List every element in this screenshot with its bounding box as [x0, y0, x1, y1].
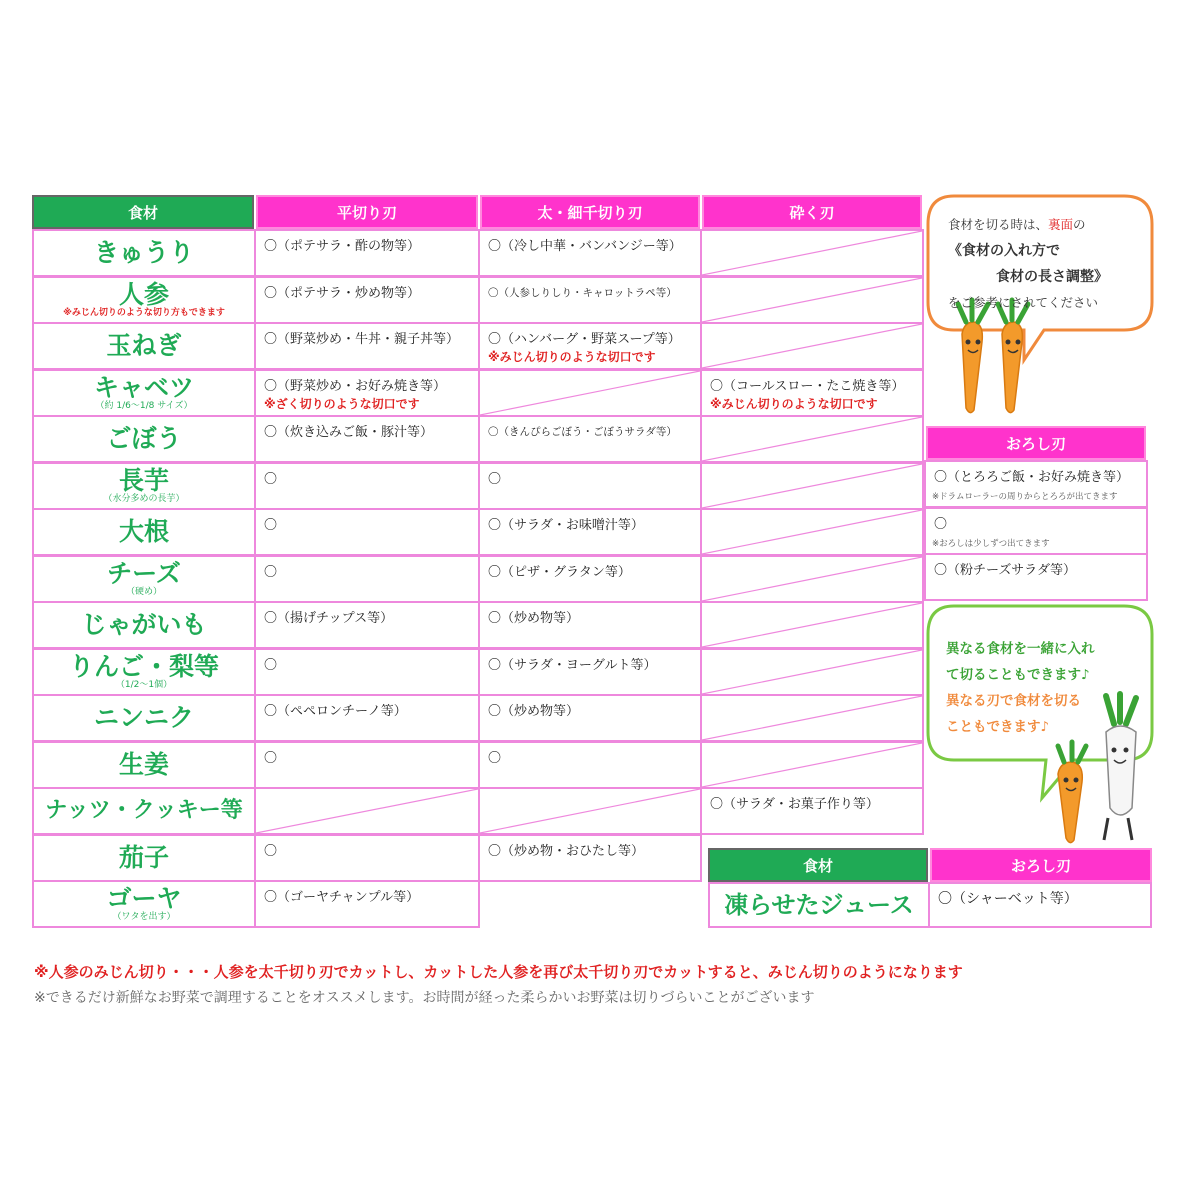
- usage-text: 〇（ハンバーグ・野菜スープ等）: [488, 332, 681, 347]
- cell-shred: [478, 694, 702, 742]
- food-name: キャベツ: [93, 372, 194, 402]
- empty-cell-slash: [702, 464, 922, 508]
- grate-cell: [924, 460, 1148, 508]
- cell-food: [32, 276, 256, 324]
- cell-flat: [254, 787, 480, 835]
- empty-cell-slash: [256, 789, 478, 833]
- empty-cell-slash: [702, 510, 922, 554]
- bubble1-text: 食材を切る時は、裏面の 《食材の入れ方で 食材の長さ調整》 をご参考にされてください: [948, 217, 1108, 310]
- food-name: 生姜: [118, 750, 169, 779]
- food-name: 人参: [118, 279, 169, 309]
- empty-cell-slash: [702, 417, 922, 461]
- usage-text: 〇（冷し中華・バンバンジー等）: [488, 239, 682, 254]
- usage-text: 〇: [488, 472, 502, 487]
- cell-flat: [254, 880, 480, 928]
- usage-text: 〇（サラダ・お菓子作り等）: [710, 797, 879, 812]
- usage-text: 〇（炊き込みご飯・豚汁等）: [264, 425, 434, 440]
- usage-text: 〇（コールスロー・たこ焼き等）: [710, 379, 905, 394]
- usage-text: 〇（揚げチップス等）: [264, 611, 394, 626]
- cell-shred: [478, 229, 702, 277]
- cell-shred: [478, 462, 702, 510]
- cell-shred: [478, 415, 702, 463]
- usage-text: 〇（炒め物等）: [488, 611, 580, 626]
- cell-crush: [700, 694, 924, 742]
- food-note: （水分多めの長芋）: [103, 493, 185, 504]
- cell-food: [32, 648, 256, 696]
- cell-crush: [700, 787, 924, 835]
- cell-shred: [478, 276, 702, 324]
- grate-usage-text: 〇（粉チーズサラダ等）: [934, 563, 1076, 578]
- cell-crush: [700, 229, 924, 277]
- cell-shred: [478, 648, 702, 696]
- usage-text: 〇: [264, 658, 278, 673]
- usage-text: 〇: [264, 472, 278, 487]
- cut-note: ※ざく切りのような切口です: [264, 397, 420, 411]
- cell-crush: [700, 555, 924, 603]
- usage-text: 〇: [488, 751, 502, 766]
- header-flat-blade: 平切り刃: [256, 195, 478, 229]
- food-name: りんご・梨等: [68, 651, 219, 681]
- header-shred-blade: 太・細千切り刃: [480, 195, 700, 229]
- cell-food: [32, 880, 256, 928]
- usage-text: 〇（野菜炒め・お好み焼き等）: [264, 379, 447, 394]
- empty-cell-slash: [702, 557, 922, 601]
- usage-text: 〇: [264, 751, 278, 766]
- empty-cell-slash: [702, 650, 922, 694]
- empty-cell-slash: [480, 371, 700, 415]
- cell-flat: [254, 555, 480, 603]
- carrot-character-icon: [1058, 742, 1086, 843]
- cell-food: [32, 369, 256, 417]
- food-name: ごぼう: [106, 424, 182, 453]
- cell-food: [32, 322, 256, 370]
- footnote-carrot-mince: ※人参のみじん切り・・・人参を太千切り刃でカットし、カットした人参を再び太千切り刃でカットすると、みじん切りのようになります: [34, 963, 963, 981]
- usage-text: 〇（ポテサラ・酢の物等）: [264, 239, 421, 254]
- empty-cell-slash: [702, 603, 922, 647]
- cell-crush: [700, 369, 924, 417]
- cell-shred: [478, 555, 702, 603]
- food-note: （ワタを出す）: [112, 911, 176, 922]
- cell-flat: [254, 741, 480, 789]
- cell-food: [32, 508, 256, 556]
- cell-flat: [254, 462, 480, 510]
- grate-note: ※ドラムローラーの周りからとろろが出てきます: [932, 492, 1118, 502]
- usage-text: 〇（野菜炒め・牛丼・親子丼等）: [264, 332, 460, 347]
- cell-food: [32, 787, 256, 835]
- usage-text: 〇（炒め物等）: [488, 704, 580, 719]
- header-food: 食材: [32, 195, 254, 229]
- food-note: （約 1/6～1/8 サイズ）: [95, 400, 193, 411]
- cell-shred: [478, 508, 702, 556]
- cell-shred: [478, 834, 702, 882]
- cell-flat: [254, 322, 480, 370]
- food-note: ※みじん切りのような切り方もできます: [63, 307, 225, 318]
- usage-text: 〇: [264, 518, 278, 533]
- grate-usage-text: 〇: [934, 517, 948, 532]
- cell-crush: [700, 741, 924, 789]
- header-crush-blade: 砕く刃: [702, 195, 922, 229]
- cell-crush: [700, 276, 924, 324]
- cell-food: [32, 229, 256, 277]
- cell-food: [32, 555, 256, 603]
- juice-header-grate: おろし刃: [930, 848, 1152, 882]
- usage-text: 〇: [264, 565, 278, 580]
- food-name: チーズ: [107, 558, 181, 588]
- cell-shred: [478, 369, 702, 417]
- grate-note: ※おろしは少しずつ出てきます: [932, 539, 1050, 549]
- cell-crush: [700, 462, 924, 510]
- usage-text: 〇（ペペロンチーノ等）: [264, 704, 407, 719]
- cell-crush: [700, 508, 924, 556]
- food-name: 茄子: [118, 843, 169, 872]
- food-note: （硬め）: [125, 586, 162, 597]
- cell-food: [32, 741, 256, 789]
- grate-cell: [924, 507, 1148, 555]
- usage-text: 〇（サラダ・ヨーグルト等）: [488, 658, 657, 673]
- food-name: 大根: [118, 517, 169, 546]
- cell-shred: [478, 601, 702, 649]
- cell-crush: [700, 415, 924, 463]
- cell-food: [32, 462, 256, 510]
- cell-shred: [478, 322, 702, 370]
- cell-food: [32, 694, 256, 742]
- juice-food-name: 凍らせたジュース: [724, 891, 914, 919]
- food-name: ゴーヤ: [106, 883, 182, 913]
- cell-food: [32, 834, 256, 882]
- usage-text: 〇（炒め物・おひたし等）: [488, 844, 645, 859]
- cell-flat: [254, 834, 480, 882]
- usage-text: 〇: [264, 844, 278, 859]
- cell-flat: [254, 648, 480, 696]
- grate-cell: [924, 553, 1148, 601]
- juice-grate-text: 〇（シャーベット等）: [938, 891, 1078, 907]
- cell-food: [32, 415, 256, 463]
- empty-cell-slash: [702, 324, 922, 368]
- cut-note: ※みじん切りのような切口です: [710, 397, 878, 411]
- header-grate-blade: おろし刃: [926, 426, 1146, 460]
- cell-flat: [254, 508, 480, 556]
- bubble2-text: 異なる食材を一緒に入れ て切ることもできます♪ 異なる刃で食材を切る こともできます♪: [946, 641, 1095, 735]
- cell-crush: [700, 601, 924, 649]
- juice-grate-cell: [928, 882, 1152, 928]
- usage-text: 〇（ゴーヤチャンプル等）: [264, 890, 420, 905]
- cell-flat: [254, 601, 480, 649]
- food-name: 玉ねぎ: [106, 331, 182, 360]
- usage-text: 〇（人参しりしり・キャロットラペ等）: [488, 287, 677, 299]
- juice-food-cell: [708, 882, 930, 928]
- cell-flat: [254, 694, 480, 742]
- cell-flat: [254, 229, 480, 277]
- food-name: ニンニク: [93, 703, 194, 732]
- empty-cell-slash: [702, 278, 922, 322]
- empty-cell-slash: [702, 231, 922, 275]
- food-name: きゅうり: [93, 238, 194, 267]
- cell-flat: [254, 415, 480, 463]
- food-name: じゃがいも: [81, 610, 207, 639]
- cell-shred: [478, 741, 702, 789]
- food-name: 長芋: [118, 465, 169, 495]
- grate-usage-text: 〇（とろろご飯・お好み焼き等）: [934, 470, 1130, 485]
- food-note: （1/2～1個）: [115, 679, 173, 690]
- cell-shred: [478, 787, 702, 835]
- usage-text: 〇（ポテサラ・炒め物等）: [264, 286, 421, 301]
- cell-crush: [700, 648, 924, 696]
- cell-crush: [700, 322, 924, 370]
- cell-food: [32, 601, 256, 649]
- empty-cell-slash: [702, 743, 922, 787]
- usage-text: 〇（ピザ・グラタン等）: [488, 565, 631, 580]
- cut-note: ※みじん切りのような切口です: [488, 350, 656, 364]
- footnote-fresh-vegetables: ※できるだけ新鮮なお野菜で調理することをオススメします。お時間が経った柔らかいお野菜は切りづらいことがございます: [34, 990, 815, 1006]
- usage-text: 〇（きんぴらごぼう・ごぼうサラダ等）: [488, 426, 677, 438]
- usage-text: 〇（サラダ・お味噌汁等）: [488, 518, 644, 533]
- food-name: ナッツ・クッキー等: [45, 798, 243, 823]
- empty-cell-slash: [702, 696, 922, 740]
- empty-cell-slash: [480, 789, 700, 833]
- cell-flat: [254, 369, 480, 417]
- cell-flat: [254, 276, 480, 324]
- juice-header-food: 食材: [708, 848, 928, 882]
